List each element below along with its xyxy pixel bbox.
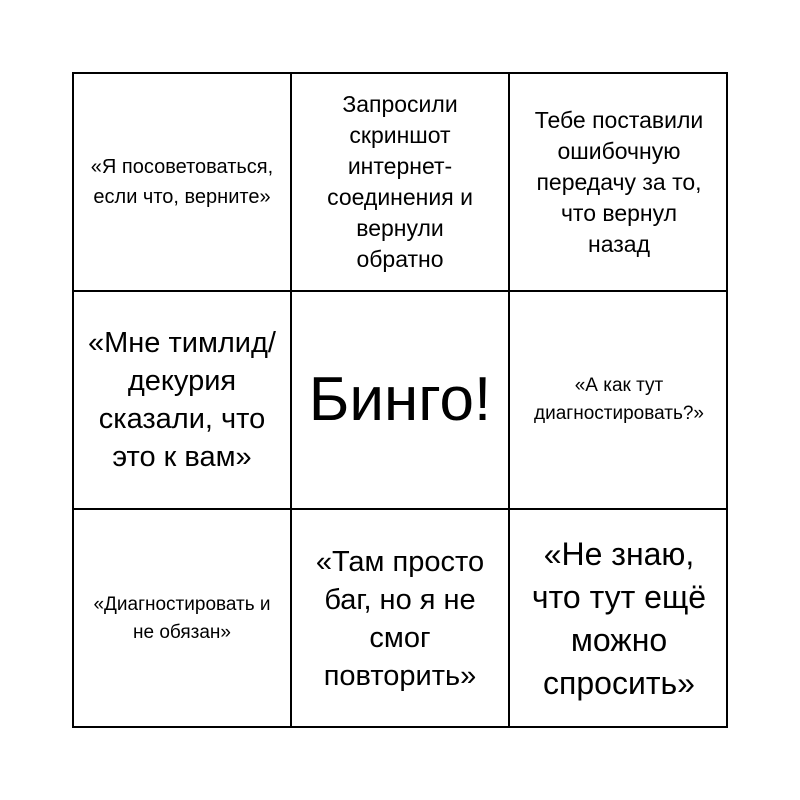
bingo-cell-2[interactable] [292, 74, 510, 292]
bingo-free-cell[interactable] [292, 292, 510, 510]
bingo-cell-1-text: «Я посоветоваться, если что, верните» [90, 156, 274, 208]
bingo-cell-8[interactable] [292, 510, 510, 728]
bingo-cell-3-text: Тебе поставили ошибочную передачу за то, что вернул назад [534, 106, 704, 257]
bingo-cell-6-text: «А как тут диагностировать?» [534, 375, 704, 424]
bingo-cell-4[interactable] [74, 292, 292, 510]
bingo-cell-8-text: «Там просто баг, но я не смог повторить» [315, 546, 485, 692]
bingo-cell-1[interactable] [74, 74, 292, 292]
bingo-cell-3[interactable] [510, 74, 728, 292]
bingo-cell-7[interactable] [74, 510, 292, 728]
bingo-cell-6[interactable] [510, 292, 728, 510]
bingo-cell-9[interactable] [510, 510, 728, 728]
bingo-cell-7-text: «Диагностировать и не обязан» [93, 594, 271, 643]
bingo-board [72, 72, 728, 728]
bingo-cell-9-text: «Не знаю, что тут ещё можно спросить» [531, 536, 707, 701]
bingo-free-cell-text: Бинго! [308, 365, 492, 434]
bingo-cell-2-text: Запросили скриншот интернет-соединения и вернули обратно [327, 91, 473, 272]
bingo-cell-4-text: «Мне тимлид/ декурия сказали, что это к вам» [87, 327, 276, 473]
